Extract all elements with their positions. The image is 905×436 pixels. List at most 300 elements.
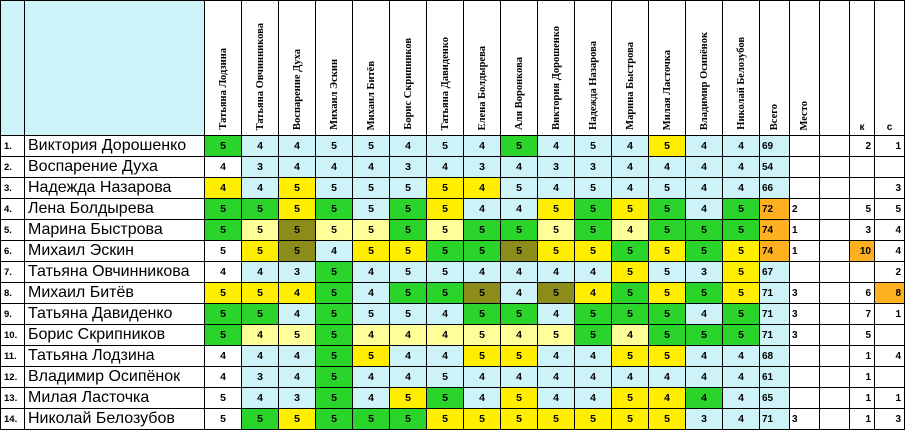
score-cell[interactable]: 4 bbox=[205, 367, 242, 388]
score-cell[interactable]: 5 bbox=[242, 283, 279, 304]
score-cell[interactable]: 5 bbox=[205, 199, 242, 220]
score-cell[interactable]: 4 bbox=[242, 346, 279, 367]
score-cell[interactable]: 4 bbox=[427, 325, 464, 346]
score-cell[interactable]: 4 bbox=[353, 325, 390, 346]
participant-name[interactable]: Милая Ласточка bbox=[25, 388, 205, 409]
score-cell[interactable]: 5 bbox=[390, 388, 427, 409]
score-cell[interactable]: 5 bbox=[427, 178, 464, 199]
score-cell[interactable]: 4 bbox=[279, 283, 316, 304]
k-cell: 1 bbox=[850, 388, 875, 409]
score-cell[interactable]: 5 bbox=[205, 220, 242, 241]
score-cell[interactable]: 4 bbox=[538, 367, 575, 388]
score-cell[interactable]: 4 bbox=[538, 304, 575, 325]
k-cell: 1 bbox=[850, 367, 875, 388]
score-cell[interactable]: 4 bbox=[464, 136, 501, 157]
score-cell[interactable]: 5 bbox=[686, 241, 723, 262]
k-cell bbox=[850, 178, 875, 199]
score-cell[interactable]: 5 bbox=[464, 409, 501, 430]
score-cell[interactable]: 4 bbox=[279, 367, 316, 388]
score-cell[interactable]: 3 bbox=[538, 157, 575, 178]
score-cell[interactable]: 4 bbox=[390, 367, 427, 388]
score-cell[interactable]: 4 bbox=[205, 157, 242, 178]
score-cell[interactable]: 5 bbox=[501, 409, 538, 430]
score-cell[interactable]: 5 bbox=[242, 199, 279, 220]
score-cell[interactable]: 4 bbox=[575, 388, 612, 409]
score-cell[interactable]: 5 bbox=[612, 262, 649, 283]
participant-name[interactable]: Борис Скрипников bbox=[25, 325, 205, 346]
judge-name: Татьяна Давиденко bbox=[439, 36, 451, 130]
score-cell[interactable]: 5 bbox=[723, 325, 760, 346]
score-cell[interactable]: 5 bbox=[316, 346, 353, 367]
judge-header[interactable] bbox=[390, 1, 427, 136]
score-cell[interactable]: 5 bbox=[501, 241, 538, 262]
score-cell[interactable]: 5 bbox=[279, 241, 316, 262]
score-cell[interactable]: 5 bbox=[723, 304, 760, 325]
score-cell[interactable]: 3 bbox=[575, 157, 612, 178]
judge-header[interactable] bbox=[427, 1, 464, 136]
score-cell[interactable]: 5 bbox=[686, 283, 723, 304]
score-cell[interactable]: 4 bbox=[575, 262, 612, 283]
k-cell: 5 bbox=[850, 199, 875, 220]
judge-header[interactable] bbox=[464, 1, 501, 136]
judge-name: Милая Ласточка bbox=[661, 49, 673, 130]
blank-cell bbox=[820, 367, 850, 388]
score-cell[interactable]: 4 bbox=[205, 178, 242, 199]
score-cell[interactable]: 3 bbox=[242, 367, 279, 388]
score-cell[interactable]: 4 bbox=[353, 283, 390, 304]
score-cell[interactable]: 5 bbox=[464, 346, 501, 367]
score-cell[interactable]: 5 bbox=[501, 388, 538, 409]
score-cell[interactable]: 4 bbox=[612, 325, 649, 346]
judge-header[interactable] bbox=[723, 1, 760, 136]
score-cell[interactable]: 5 bbox=[427, 199, 464, 220]
score-cell[interactable]: 5 bbox=[501, 346, 538, 367]
score-cell[interactable]: 4 bbox=[353, 367, 390, 388]
score-cell[interactable]: 4 bbox=[723, 367, 760, 388]
participant-name[interactable]: Лена Болдырева bbox=[25, 199, 205, 220]
score-cell[interactable]: 5 bbox=[723, 262, 760, 283]
table-row bbox=[1, 136, 905, 157]
score-cell[interactable]: 4 bbox=[538, 178, 575, 199]
k-header-label: к bbox=[859, 122, 865, 133]
score-cell[interactable]: 5 bbox=[538, 409, 575, 430]
score-cell[interactable]: 5 bbox=[279, 325, 316, 346]
table-row bbox=[1, 304, 905, 325]
c-cell: 1 bbox=[875, 136, 905, 157]
row-number: 4. bbox=[1, 199, 25, 220]
score-cell[interactable]: 5 bbox=[649, 199, 686, 220]
score-cell[interactable]: 5 bbox=[279, 199, 316, 220]
row-number: 1. bbox=[1, 136, 25, 157]
score-cell[interactable]: 5 bbox=[205, 325, 242, 346]
score-cell[interactable]: 3 bbox=[279, 388, 316, 409]
blank-cell bbox=[820, 325, 850, 346]
total-cell: 66 bbox=[760, 178, 790, 199]
participant-name[interactable]: Воспарение Духа bbox=[25, 157, 205, 178]
row-number: 8. bbox=[1, 283, 25, 304]
score-cell[interactable]: 5 bbox=[612, 283, 649, 304]
score-cell[interactable]: 4 bbox=[538, 136, 575, 157]
score-cell[interactable]: 5 bbox=[575, 199, 612, 220]
score-cell[interactable]: 4 bbox=[723, 388, 760, 409]
judge-header[interactable] bbox=[686, 1, 723, 136]
k-cell: 6 bbox=[850, 283, 875, 304]
score-cell[interactable]: 5 bbox=[649, 409, 686, 430]
score-cell[interactable]: 5 bbox=[723, 241, 760, 262]
k-cell: 1 bbox=[850, 409, 875, 430]
score-cell[interactable]: 4 bbox=[279, 346, 316, 367]
score-cell[interactable]: 5 bbox=[649, 325, 686, 346]
place-header[interactable] bbox=[790, 1, 820, 136]
score-cell[interactable]: 5 bbox=[205, 283, 242, 304]
score-cell[interactable]: 4 bbox=[279, 157, 316, 178]
participant-name[interactable]: Татьяна Овчинникова bbox=[25, 262, 205, 283]
score-cell[interactable]: 5 bbox=[279, 220, 316, 241]
score-cell[interactable]: 4 bbox=[612, 220, 649, 241]
score-cell[interactable]: 5 bbox=[649, 262, 686, 283]
row-number: 13. bbox=[1, 388, 25, 409]
score-cell[interactable]: 5 bbox=[242, 241, 279, 262]
total-cell: 54 bbox=[760, 157, 790, 178]
score-cell[interactable]: 5 bbox=[427, 367, 464, 388]
score-cell[interactable]: 5 bbox=[353, 220, 390, 241]
participant-name[interactable]: Михаил Битёв bbox=[25, 283, 205, 304]
score-cell[interactable]: 5 bbox=[538, 283, 575, 304]
score-cell[interactable]: 5 bbox=[316, 409, 353, 430]
score-cell[interactable]: 4 bbox=[464, 178, 501, 199]
c-cell bbox=[875, 367, 905, 388]
score-cell[interactable]: 4 bbox=[686, 346, 723, 367]
score-cell[interactable]: 4 bbox=[242, 178, 279, 199]
score-cell[interactable]: 4 bbox=[464, 262, 501, 283]
score-cell[interactable]: 5 bbox=[427, 220, 464, 241]
score-cell[interactable]: 5 bbox=[501, 220, 538, 241]
score-cell[interactable]: 5 bbox=[612, 346, 649, 367]
score-cell[interactable]: 5 bbox=[427, 388, 464, 409]
score-cell[interactable]: 5 bbox=[575, 178, 612, 199]
score-cell[interactable]: 4 bbox=[686, 304, 723, 325]
score-cell[interactable]: 4 bbox=[575, 283, 612, 304]
judge-header[interactable] bbox=[649, 1, 686, 136]
score-cell[interactable]: 5 bbox=[316, 136, 353, 157]
score-cell[interactable]: 5 bbox=[649, 304, 686, 325]
score-cell[interactable]: 5 bbox=[464, 241, 501, 262]
score-cell[interactable]: 5 bbox=[279, 178, 316, 199]
k-cell: 1 bbox=[850, 346, 875, 367]
score-cell[interactable]: 5 bbox=[353, 136, 390, 157]
score-cell[interactable]: 5 bbox=[575, 304, 612, 325]
place-cell: 3 bbox=[790, 409, 820, 430]
score-cell[interactable]: 4 bbox=[464, 388, 501, 409]
score-cell[interactable]: 5 bbox=[575, 136, 612, 157]
score-cell[interactable]: 5 bbox=[649, 220, 686, 241]
score-cell[interactable]: 5 bbox=[242, 409, 279, 430]
score-cell[interactable]: 4 bbox=[390, 136, 427, 157]
blank-cell bbox=[820, 262, 850, 283]
score-cell[interactable]: 5 bbox=[575, 220, 612, 241]
score-cell[interactable]: 5 bbox=[353, 304, 390, 325]
score-cell[interactable]: 5 bbox=[390, 283, 427, 304]
score-cell[interactable]: 4 bbox=[316, 241, 353, 262]
score-cell[interactable]: 4 bbox=[464, 367, 501, 388]
score-cell[interactable]: 3 bbox=[242, 157, 279, 178]
score-cell[interactable]: 4 bbox=[538, 388, 575, 409]
score-cell[interactable]: 5 bbox=[353, 178, 390, 199]
score-cell[interactable]: 5 bbox=[575, 409, 612, 430]
table-row bbox=[1, 388, 905, 409]
score-cell[interactable]: 4 bbox=[353, 388, 390, 409]
score-cell[interactable]: 4 bbox=[242, 136, 279, 157]
score-cell[interactable]: 5 bbox=[390, 178, 427, 199]
score-cell[interactable]: 5 bbox=[316, 325, 353, 346]
judge-name: Михаил Битёв bbox=[365, 60, 377, 130]
score-cell[interactable]: 5 bbox=[612, 388, 649, 409]
total-cell: 72 bbox=[760, 199, 790, 220]
score-cell[interactable]: 5 bbox=[390, 409, 427, 430]
score-cell[interactable]: 4 bbox=[427, 346, 464, 367]
score-cell[interactable]: 4 bbox=[205, 262, 242, 283]
score-cell[interactable]: 5 bbox=[649, 241, 686, 262]
score-cell[interactable]: 3 bbox=[686, 262, 723, 283]
score-cell[interactable]: 4 bbox=[501, 199, 538, 220]
score-cell[interactable]: 5 bbox=[686, 220, 723, 241]
score-cell[interactable]: 5 bbox=[390, 199, 427, 220]
blank-cell bbox=[820, 346, 850, 367]
score-cell[interactable]: 5 bbox=[390, 241, 427, 262]
score-cell[interactable]: 5 bbox=[205, 304, 242, 325]
judge-header[interactable] bbox=[279, 1, 316, 136]
score-cell[interactable]: 4 bbox=[612, 367, 649, 388]
score-cell[interactable]: 5 bbox=[723, 220, 760, 241]
judge-header[interactable] bbox=[205, 1, 242, 136]
score-cell[interactable]: 5 bbox=[501, 304, 538, 325]
score-cell[interactable]: 4 bbox=[464, 199, 501, 220]
score-cell[interactable]: 5 bbox=[612, 304, 649, 325]
score-cell[interactable]: 4 bbox=[242, 388, 279, 409]
participant-name[interactable]: Виктория Дорошенко bbox=[25, 136, 205, 157]
participant-name[interactable]: Татьяна Давиденко bbox=[25, 304, 205, 325]
judge-name: Аля Воронкова bbox=[513, 57, 525, 130]
score-cell[interactable]: 4 bbox=[538, 262, 575, 283]
total-cell: 71 bbox=[760, 304, 790, 325]
score-cell[interactable]: 4 bbox=[390, 325, 427, 346]
table-body bbox=[1, 136, 905, 430]
score-cell[interactable]: 5 bbox=[316, 304, 353, 325]
table-row bbox=[1, 409, 905, 430]
score-cell[interactable]: 5 bbox=[501, 136, 538, 157]
score-cell[interactable]: 4 bbox=[649, 388, 686, 409]
score-cell[interactable]: 5 bbox=[316, 283, 353, 304]
row-number: 6. bbox=[1, 241, 25, 262]
score-cell[interactable]: 4 bbox=[427, 304, 464, 325]
row-number: 3. bbox=[1, 178, 25, 199]
score-cell[interactable]: 5 bbox=[575, 325, 612, 346]
score-cell[interactable]: 3 bbox=[464, 157, 501, 178]
judge-header[interactable] bbox=[538, 1, 575, 136]
score-cell[interactable]: 5 bbox=[612, 241, 649, 262]
score-cell[interactable]: 5 bbox=[353, 346, 390, 367]
score-cell[interactable]: 5 bbox=[427, 262, 464, 283]
judge-header[interactable] bbox=[353, 1, 390, 136]
score-cell[interactable]: 4 bbox=[686, 136, 723, 157]
score-cell[interactable]: 5 bbox=[649, 346, 686, 367]
score-cell[interactable]: 5 bbox=[353, 241, 390, 262]
score-cell[interactable]: 5 bbox=[353, 409, 390, 430]
judge-name: Борис Скрипников bbox=[402, 38, 414, 130]
score-cell[interactable]: 4 bbox=[279, 304, 316, 325]
score-cell[interactable]: 4 bbox=[353, 157, 390, 178]
total-cell: 65 bbox=[760, 388, 790, 409]
score-cell[interactable]: 5 bbox=[538, 199, 575, 220]
score-cell[interactable]: 5 bbox=[353, 199, 390, 220]
score-cell[interactable]: 4 bbox=[279, 136, 316, 157]
score-cell[interactable]: 3 bbox=[686, 409, 723, 430]
score-cell[interactable]: 5 bbox=[242, 220, 279, 241]
score-cell[interactable]: 5 bbox=[538, 325, 575, 346]
blank-cell bbox=[820, 199, 850, 220]
score-cell[interactable]: 5 bbox=[649, 283, 686, 304]
score-cell[interactable]: 4 bbox=[649, 157, 686, 178]
c-cell: 4 bbox=[875, 346, 905, 367]
blank-cell bbox=[820, 304, 850, 325]
score-cell[interactable]: 5 bbox=[464, 220, 501, 241]
score-cell[interactable]: 5 bbox=[427, 409, 464, 430]
row-number: 11. bbox=[1, 346, 25, 367]
score-cell[interactable]: 4 bbox=[723, 136, 760, 157]
judge-header[interactable] bbox=[242, 1, 279, 136]
score-cell[interactable]: 5 bbox=[316, 220, 353, 241]
judge-name: Виктория Дорошенко bbox=[550, 26, 562, 130]
score-cell[interactable]: 5 bbox=[501, 178, 538, 199]
total-header[interactable] bbox=[760, 1, 790, 136]
judge-header[interactable] bbox=[316, 1, 353, 136]
participant-name[interactable]: Надежда Назарова bbox=[25, 178, 205, 199]
score-cell[interactable]: 5 bbox=[242, 304, 279, 325]
score-cell[interactable]: 5 bbox=[686, 325, 723, 346]
score-cell[interactable]: 4 bbox=[612, 178, 649, 199]
score-cell[interactable]: 5 bbox=[316, 199, 353, 220]
participant-name[interactable]: Татьяна Лодзина bbox=[25, 346, 205, 367]
score-cell[interactable]: 4 bbox=[353, 262, 390, 283]
judge-name: Воспарение Духа bbox=[291, 49, 303, 130]
judge-header[interactable] bbox=[612, 1, 649, 136]
score-cell[interactable]: 5 bbox=[612, 409, 649, 430]
score-cell[interactable]: 4 bbox=[242, 325, 279, 346]
blank-header bbox=[820, 1, 850, 136]
score-cell[interactable]: 4 bbox=[686, 178, 723, 199]
score-cell[interactable]: 5 bbox=[205, 136, 242, 157]
score-cell[interactable]: 5 bbox=[723, 199, 760, 220]
score-cell[interactable]: 4 bbox=[390, 346, 427, 367]
total-cell: 71 bbox=[760, 283, 790, 304]
score-cell[interactable]: 4 bbox=[723, 178, 760, 199]
score-cell[interactable]: 5 bbox=[464, 325, 501, 346]
score-cell[interactable]: 5 bbox=[390, 220, 427, 241]
score-cell[interactable]: 3 bbox=[279, 262, 316, 283]
score-cell[interactable]: 3 bbox=[390, 157, 427, 178]
score-cell[interactable]: 4 bbox=[686, 199, 723, 220]
score-cell[interactable]: 5 bbox=[538, 241, 575, 262]
score-cell[interactable]: 4 bbox=[501, 283, 538, 304]
score-cell[interactable]: 4 bbox=[205, 346, 242, 367]
score-cell[interactable]: 5 bbox=[723, 283, 760, 304]
score-cell[interactable]: 5 bbox=[316, 388, 353, 409]
score-cell[interactable]: 5 bbox=[205, 388, 242, 409]
score-cell[interactable]: 5 bbox=[464, 283, 501, 304]
score-cell[interactable]: 4 bbox=[723, 409, 760, 430]
score-cell[interactable]: 4 bbox=[501, 367, 538, 388]
score-cell[interactable]: 4 bbox=[612, 136, 649, 157]
score-cell[interactable]: 4 bbox=[501, 157, 538, 178]
score-cell[interactable]: 4 bbox=[686, 157, 723, 178]
score-cell[interactable]: 4 bbox=[501, 325, 538, 346]
score-cell[interactable]: 5 bbox=[464, 304, 501, 325]
c-header[interactable] bbox=[875, 1, 905, 136]
judge-header[interactable] bbox=[501, 1, 538, 136]
score-cell[interactable]: 5 bbox=[427, 283, 464, 304]
score-cell[interactable]: 5 bbox=[279, 409, 316, 430]
blank-cell bbox=[820, 178, 850, 199]
place-cell: 1 bbox=[790, 241, 820, 262]
score-cell[interactable]: 4 bbox=[723, 346, 760, 367]
row-number: 14. bbox=[1, 409, 25, 430]
table-row bbox=[1, 325, 905, 346]
participant-name[interactable]: Владимир Осипёнок bbox=[25, 367, 205, 388]
score-cell[interactable]: 4 bbox=[575, 346, 612, 367]
participant-name[interactable]: Михаил Эскин bbox=[25, 241, 205, 262]
k-header[interactable] bbox=[850, 1, 875, 136]
score-cell[interactable]: 4 bbox=[538, 346, 575, 367]
score-cell[interactable]: 5 bbox=[316, 367, 353, 388]
score-cell[interactable]: 5 bbox=[575, 241, 612, 262]
blank-cell bbox=[820, 409, 850, 430]
table-row bbox=[1, 283, 905, 304]
score-cell[interactable]: 5 bbox=[205, 409, 242, 430]
judge-header[interactable] bbox=[575, 1, 612, 136]
score-cell[interactable]: 4 bbox=[427, 157, 464, 178]
table-row bbox=[1, 220, 905, 241]
c-cell: 3 bbox=[875, 409, 905, 430]
score-cell[interactable]: 4 bbox=[242, 262, 279, 283]
table-row bbox=[1, 157, 905, 178]
participant-name[interactable]: Марина Быстрова bbox=[25, 220, 205, 241]
score-cell[interactable]: 4 bbox=[316, 157, 353, 178]
k-cell: 5 bbox=[850, 325, 875, 346]
score-cell[interactable]: 5 bbox=[649, 136, 686, 157]
score-cell[interactable]: 4 bbox=[723, 157, 760, 178]
judge-name: Елена Болдырева bbox=[476, 45, 488, 130]
score-cell[interactable]: 4 bbox=[649, 367, 686, 388]
score-cell[interactable]: 5 bbox=[649, 178, 686, 199]
participant-name[interactable]: Николай Белозубов bbox=[25, 409, 205, 430]
score-cell[interactable]: 5 bbox=[316, 178, 353, 199]
score-cell[interactable]: 5 bbox=[390, 304, 427, 325]
score-cell[interactable]: 4 bbox=[686, 388, 723, 409]
score-cell[interactable]: 5 bbox=[427, 136, 464, 157]
place-cell bbox=[790, 136, 820, 157]
total-cell: 69 bbox=[760, 136, 790, 157]
score-cell[interactable]: 4 bbox=[575, 367, 612, 388]
score-cell[interactable]: 5 bbox=[538, 220, 575, 241]
score-cell[interactable]: 5 bbox=[612, 199, 649, 220]
score-cell[interactable]: 4 bbox=[686, 367, 723, 388]
score-cell[interactable]: 4 bbox=[501, 262, 538, 283]
score-cell[interactable]: 5 bbox=[316, 262, 353, 283]
score-cell[interactable]: 5 bbox=[205, 241, 242, 262]
score-cell[interactable]: 5 bbox=[390, 262, 427, 283]
score-cell[interactable]: 5 bbox=[427, 241, 464, 262]
score-cell[interactable]: 4 bbox=[612, 157, 649, 178]
